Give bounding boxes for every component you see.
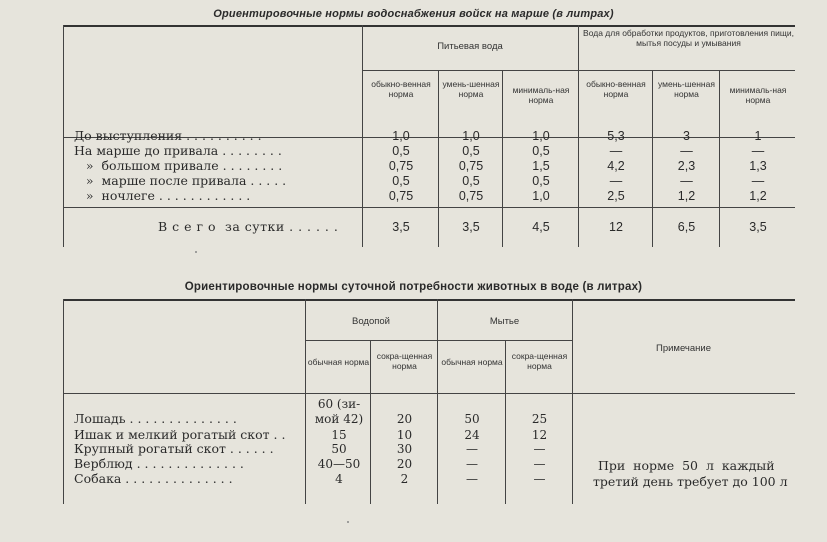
- table2-col-divider: [505, 340, 506, 504]
- table1-col-header: умень-шенная норма: [658, 79, 715, 99]
- table1-total-rule: [63, 207, 795, 208]
- table1-cell: 0,5: [532, 144, 550, 158]
- table1-cell: —: [751, 174, 765, 188]
- table1-cell: —: [680, 174, 693, 188]
- table2-cell: 30: [396, 442, 413, 456]
- table1-total-cell: 6,5: [677, 220, 696, 234]
- table2-cell: 60 (зи-: [317, 397, 361, 411]
- table1-cell: 1,0: [532, 189, 550, 203]
- scan-speck: [347, 521, 349, 523]
- table2-cell: —: [466, 457, 478, 471]
- table1-col-divider: [719, 70, 720, 247]
- table1-cell: 2,3: [677, 159, 696, 173]
- table1-cell: 1,0: [392, 129, 410, 143]
- table1-cell: 0,75: [458, 189, 484, 203]
- table2-cell: —: [466, 472, 478, 486]
- table2-group-watering: Водопой: [352, 316, 390, 327]
- table1-cell: 0,5: [462, 144, 480, 158]
- table1-cell: 1,0: [532, 129, 550, 143]
- table1-cell: 0,5: [392, 174, 410, 188]
- table2-header-rule: [63, 393, 795, 394]
- table1-total-cell: 12: [609, 220, 623, 234]
- table2-group-rule: [305, 340, 572, 341]
- table2-left-border: [63, 299, 64, 504]
- table1-cell: 0,5: [462, 174, 480, 188]
- table1-col-divider: [502, 70, 503, 247]
- table1-col-header: минималь-ная норма: [729, 85, 787, 105]
- table1-col-divider: [578, 25, 579, 247]
- table2-group-washing: Мытье: [489, 316, 520, 327]
- table1-cell: 0,75: [458, 159, 484, 173]
- table1-cell: 4,2: [607, 159, 625, 173]
- table2-note-line: При норме 50 л каждый: [598, 458, 775, 473]
- table1-row-label: » ночлеге . . . . . . . . . . . .: [74, 188, 251, 203]
- table1-cell: —: [751, 144, 765, 158]
- table2-cell: —: [533, 457, 546, 471]
- table2-cell: —: [466, 442, 478, 456]
- table2-row-label: Лошадь . . . . . . . . . . . . . .: [74, 411, 237, 426]
- table1-row-label: До выступления . . . . . . . . . .: [74, 128, 262, 143]
- table1-col-header: обыкно-венная норма: [371, 79, 431, 99]
- table1-cell: 3: [683, 129, 690, 143]
- table1-cell: 1,2: [749, 189, 767, 203]
- table2-row-label: Ишак и мелкий рогатый скот . .: [74, 427, 286, 442]
- table1-col-divider: [362, 25, 363, 247]
- table1-total-label: В с е г о за сутки . . . . . .: [158, 219, 339, 234]
- table1-cell: —: [609, 144, 623, 158]
- table2-cell: 10: [396, 428, 413, 442]
- table1-total-cell: 3,5: [462, 220, 480, 234]
- table1-total-cell: 3,5: [392, 220, 410, 234]
- table1-cell: 0,5: [532, 174, 550, 188]
- table1-top-rule: [63, 25, 795, 27]
- table2-col-header: сокра-щенная норма: [376, 351, 433, 371]
- table2-col-header: обычная норма: [307, 357, 370, 367]
- table1-cell: 1,3: [749, 159, 767, 173]
- table2-cell: мой 42): [314, 412, 364, 426]
- table1-col-divider: [652, 70, 653, 247]
- table1-title: Ориентировочные нормы водоснабжения войск на марше (в литрах): [213, 8, 614, 20]
- table2-row-label: Собака . . . . . . . . . . . . . .: [74, 471, 233, 486]
- table1-col-header: умень-шенная норма: [442, 79, 500, 99]
- table1-group-processing: Вода для обработки продуктов, приготовления пищи, мытья посуды и умывания: [583, 28, 794, 48]
- table2-cell: 12: [531, 428, 548, 442]
- table2-cell: 50: [464, 412, 480, 426]
- table1-col-divider: [438, 70, 439, 247]
- table2-cell: 4: [335, 472, 343, 486]
- table1-cell: 1,5: [532, 159, 550, 173]
- table1-cell: 1,2: [677, 189, 696, 203]
- table2-top-rule: [63, 299, 795, 301]
- table2-col-header: обычная норма: [441, 357, 503, 367]
- table2-col-divider: [572, 299, 573, 504]
- table1-cell: 0,75: [388, 189, 414, 203]
- table2-cell: —: [533, 472, 546, 486]
- table1-cell: 2,5: [607, 189, 625, 203]
- table1-cell: 5,3: [607, 129, 625, 143]
- table1-group-drinking: Питьевая вода: [437, 41, 503, 52]
- table2-note-header: Примечание: [656, 343, 711, 354]
- table1-col-header: обыкно-венная норма: [586, 79, 646, 99]
- table2-note-line: третий день требует до 100 л: [593, 474, 788, 489]
- table1-col-header: минималь-ная норма: [512, 85, 570, 105]
- table2-cell: 20: [396, 457, 413, 471]
- table2-cell: 2: [400, 472, 409, 486]
- table1-row-label: » большом привале . . . . . . . .: [74, 158, 283, 173]
- table2-cell: 20: [396, 412, 413, 426]
- table2-col-header: сокра-щенная норма: [511, 351, 568, 371]
- table1-row-label: На марше до привала . . . . . . . .: [74, 143, 282, 158]
- table1-row-label: » марше после привала . . . . .: [74, 173, 287, 188]
- table1-cell: —: [609, 174, 623, 188]
- table1-cell: 1,0: [462, 129, 480, 143]
- table2-title: Ориентировочные нормы суточной потребности животных в воде (в литрах): [184, 281, 643, 293]
- table2-row-label: Крупный рогатый скот . . . . . .: [74, 441, 274, 456]
- table1-left-border: [63, 25, 64, 247]
- table1-cell: —: [680, 144, 693, 158]
- table2-cell: 40—50: [317, 457, 361, 471]
- table1-cell: 1: [754, 129, 762, 143]
- table2-cell: 24: [464, 428, 480, 442]
- table1-total-cell: 3,5: [749, 220, 767, 234]
- table2-cell: 50: [331, 442, 347, 456]
- scan-speck: [195, 251, 197, 253]
- table1-cell: 0,75: [388, 159, 414, 173]
- table2-cell: —: [533, 442, 546, 456]
- table1-group-rule: [362, 70, 795, 71]
- table2-cell: 15: [331, 428, 347, 442]
- table1-cell: 0,5: [392, 144, 410, 158]
- table2-cell: 25: [531, 412, 548, 426]
- table2-row-label: Верблюд . . . . . . . . . . . . . .: [74, 456, 244, 471]
- table2-col-divider: [437, 299, 438, 504]
- table1-total-cell: 4,5: [532, 220, 550, 234]
